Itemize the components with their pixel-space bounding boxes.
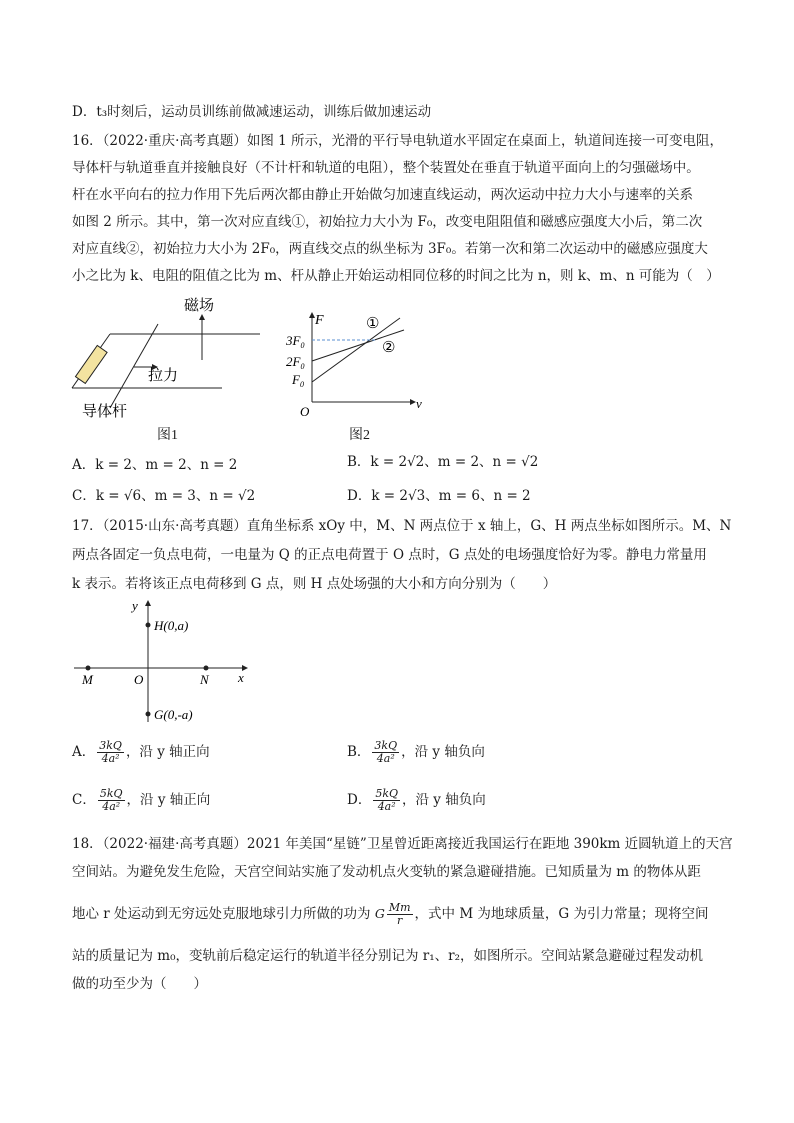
tick-3f0: $3F_0$: [286, 333, 305, 350]
f-axis-label: F: [315, 313, 324, 328]
magnet-label: 磁场: [184, 298, 215, 314]
q15-option-d: D．t₃时刻后，运动员训练前做减速运动，训练后做加速运动: [72, 104, 432, 120]
q17-option-c: C． $\frac{5kQ}{\text{4a²}}$ ，沿 y 轴正向: [72, 787, 211, 813]
point-g-label: G(0,-a): [154, 707, 193, 722]
line-1-label: ①: [366, 316, 380, 332]
q18-line-2: 空间站。为避免发生危险，天宫空间站实施了发动机点火变轨的紧急避碰措施。已知质量为 m 的物体从距: [72, 864, 701, 880]
line-2-label: ②: [382, 340, 396, 356]
q16-option-d: D．k = 2√3、m = 6、n = 2: [347, 488, 531, 504]
x-axis-label: x: [238, 670, 244, 685]
q16-line-2: 导体杆与轨道垂直并接触良好（不计杆和轨道的电阻），整个装置处在垂直于轨道平面向上的匀强磁场中。: [72, 160, 700, 176]
y-axis-label: y: [132, 598, 138, 613]
fraction-a: $\frac{3kQ}{\text{4a²}}$: [99, 739, 122, 765]
origin-label: O: [300, 404, 310, 419]
q16-line-1: 16．（2022·重庆·高考真题）如图 1 所示，光滑的平行导电轨道水平固定在桌面上，轨道间连接一可变电阻，: [72, 133, 724, 149]
origin-o-label: O: [134, 672, 144, 687]
point-h-label: H(0,a): [154, 618, 189, 633]
q18-line-4: 站的质量记为 m₀，变轨前后稳定运行的轨道半径分别记为 r₁、r₂，如图所示。空间站紧急避碰过程发动机: [72, 948, 704, 964]
q18-line-5: 做的功至少为（ ）: [72, 976, 207, 992]
q17-line-2: 两点各固定一负点电荷，一电量为 Q 的正点电荷置于 O 点时，G 点处的电场强度恰好为零。静电力常量用: [72, 547, 707, 563]
point-n-label: N: [200, 672, 209, 687]
force-label: 拉力: [148, 368, 179, 384]
q16-line-3: 杆在水平向右的拉力作用下先后两次都由静止开始做匀加速直线运动，两次运动中拉力大小与速率的关系: [72, 187, 693, 203]
q16-line-5: 对应直线②，初始拉力大小为 2F₀，两直线交点的纵坐标为 3F₀。若第一次和第二次运动中的磁感应强度大: [72, 241, 708, 257]
figure-2-caption: 图2: [349, 428, 370, 443]
rod-label: 导体杆: [82, 404, 128, 420]
q17-option-b: B． $\frac{3kQ}{\text{4a²}}$ ，沿 y 轴负向: [347, 739, 485, 765]
q17-option-a: A． $\frac{3kQ}{\text{4a²}}$ ，沿 y 轴正向: [72, 739, 210, 765]
tick-2f0: $2F_0$: [286, 354, 305, 371]
point-m-label: M: [82, 672, 93, 687]
q16-figure-1: [64, 292, 274, 422]
q17-line-1: 17．（2015·山东·高考真题）直角坐标系 xOy 中，M、N 两点位于 x 轴上，G、H 两点坐标如图所示。M、N: [72, 518, 732, 534]
q18-line-3: 地心 r 处运动到无穷远处克服地球引力所做的功为 G $\frac{Mm}{r}$ ，式中 M 为地球质量，G 为引力常量；现将空间: [72, 901, 709, 927]
q16-figure-2: [282, 310, 432, 420]
v-axis-label: v: [416, 396, 422, 411]
q16-option-a: A．k = 2、m = 2、n = 2: [72, 457, 238, 473]
fraction-d: $\frac{5kQ}{\text{4a²}}$: [375, 787, 399, 813]
q17-line-3: k 表示。若将该正点电荷移到 G 点，则 H 点处场强的大小和方向分别为（ ）: [72, 576, 557, 592]
fraction-c: $\frac{5kQ}{\text{4a²}}$: [99, 787, 123, 813]
q17-option-d: D． $\frac{5kQ}{\text{4a²}}$ ，沿 y 轴负向: [347, 787, 486, 813]
q16-option-c: C．k = √6、m = 3、n = √2: [72, 488, 256, 504]
fraction-b: $\frac{3kQ}{\text{4a²}}$: [374, 739, 398, 765]
fraction-gmm-r: $\frac{Mm}{r}$: [388, 901, 411, 927]
q17-coordinate-figure: [74, 596, 264, 726]
q16-option-b: B．k = 2√2、m = 2、n = √2: [347, 454, 539, 470]
figure-1-caption: 图1: [157, 428, 178, 443]
q16-line-4: 如图 2 所示。其中，第一次对应直线①，初始拉力大小为 F₀，改变电阻阻值和磁感应强度大小后，第二次: [72, 214, 703, 230]
q16-line-6: 小之比为 k、电阻的阻值之比为 m、杆从静止开始运动相同位移的时间之比为 n，则 k、m、n 可能为（ ）: [72, 268, 720, 284]
q18-line-1: 18．（2022·福建·高考真题）2021 年美国“星链”卫星曾近距离接近我国运行在距地 390km 近圆轨道上的天宫: [72, 836, 733, 852]
tick-f0: $F_0$: [292, 372, 304, 389]
